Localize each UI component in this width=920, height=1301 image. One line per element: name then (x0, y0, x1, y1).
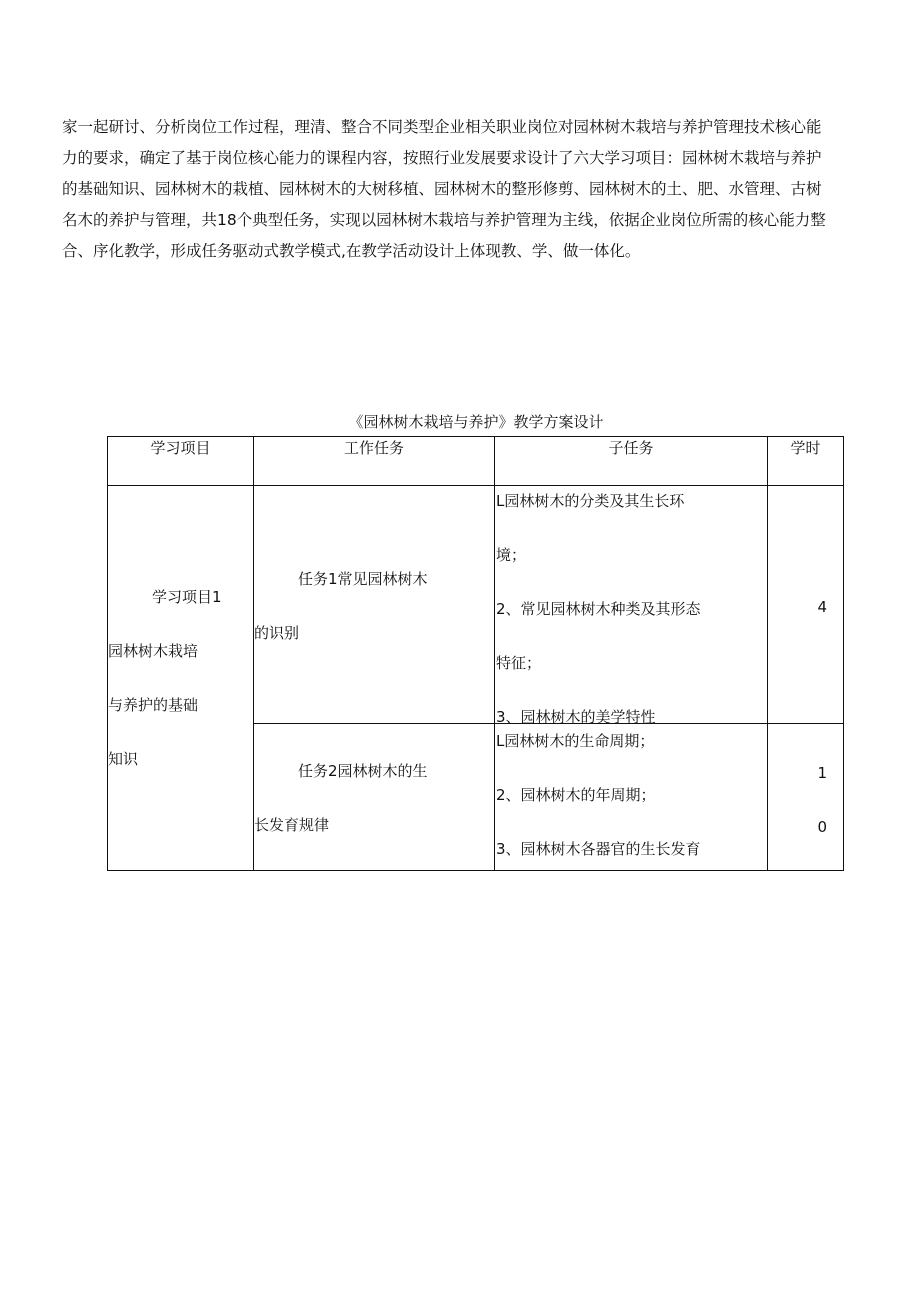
task-title: 任务1常见园林树木 (298, 570, 428, 588)
header-hours: 学时 (768, 437, 844, 486)
hours-cell (768, 723, 844, 870)
intro-paragraph (62, 112, 862, 267)
teaching-plan-table (107, 436, 844, 871)
header-project: 学习项目 (108, 437, 254, 486)
subtask-cell (495, 723, 768, 870)
subtask-cell (495, 486, 768, 724)
task-title: 任务2园林树木的生 (298, 761, 428, 780)
task-title: 的识别 (254, 624, 300, 642)
subtask-line: 3、园林树木的美学特性 (496, 708, 656, 726)
subtask-line: 境； (496, 546, 527, 564)
intro-line: 名木的养护与管理，共18个典型任务，实现以园林树木栽培与养护管理为主线，依据企业岗位所需的核心能力整 (62, 211, 826, 229)
subtask-line: 2、园林树木的年周期； (496, 785, 656, 804)
project-line: 与养护的基础 (108, 696, 199, 714)
intro-line: 家一起研讨、分析岗位工作过程，理清、整合不同类型企业相关职业岗位对园林树木栽培与养护管理技术核心能 (62, 118, 822, 136)
header-task: 工作任务 (254, 437, 495, 486)
project-line: 学习项目1 (152, 588, 222, 606)
hours-value: 0 (817, 817, 827, 836)
subtask-line: 特征； (496, 654, 542, 672)
task-cell (254, 486, 495, 724)
project-line: 知识 (108, 750, 139, 768)
project-cell (108, 486, 254, 871)
hours-value: 1 (817, 763, 827, 782)
subtask-line: 2、常见园林树木种类及其形态 (496, 600, 701, 618)
table-row (108, 486, 844, 724)
task-title: 长发育规律 (254, 815, 330, 834)
hours-value: 4 (817, 598, 827, 616)
header-subtask: 子任务 (495, 437, 768, 486)
intro-line: 合、序化教学，形成任务驱动式教学模式,在教学活动设计上体现教、学、做一体化。 (62, 242, 641, 260)
table-caption: 《园林树木栽培与养护》教学方案设计 (348, 413, 604, 431)
subtask-line: L园林树木的分类及其生长环 (496, 492, 685, 510)
subtask-line: L园林树木的生命周期； (496, 731, 655, 750)
intro-line: 的基础知识、园林树木的栽植、园林树木的大树移植、园林树木的整形修剪、园林树木的土、肥、水管理、古树 (62, 180, 822, 198)
project-line: 园林树木栽培 (108, 642, 199, 660)
intro-line: 力的要求，确定了基于岗位核心能力的课程内容，按照行业发展要求设计了六大学习项目：园林树木栽培与养护 (62, 149, 822, 167)
subtask-line: 3、园林树木各器官的生长发育 (496, 839, 701, 858)
task-cell (254, 723, 495, 870)
hours-cell (768, 486, 844, 724)
